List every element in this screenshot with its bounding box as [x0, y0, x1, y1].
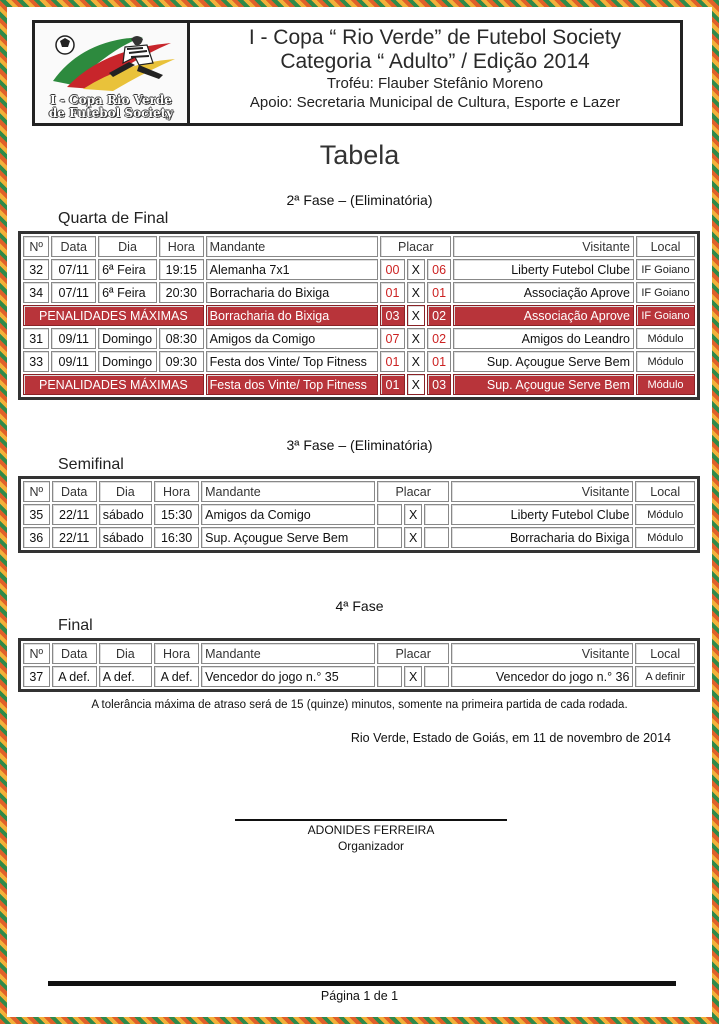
- round-heading: Final: [58, 617, 93, 634]
- home-score: 07: [380, 328, 404, 349]
- away-team: Associação Aprove: [453, 282, 634, 303]
- away-team: Sup. Açougue Serve Bem: [453, 374, 634, 395]
- away-score: 01: [427, 351, 451, 372]
- game-date: A def.: [52, 666, 97, 687]
- games-table: [18, 476, 700, 553]
- home-score: 03: [380, 305, 404, 326]
- home-score: [377, 666, 402, 687]
- col-header-score: Placar: [380, 236, 451, 257]
- game-date: 09/11: [51, 328, 96, 349]
- score-separator: X: [407, 259, 425, 280]
- col-header-day: Dia: [99, 481, 152, 502]
- col-header-time: Hora: [159, 236, 204, 257]
- col-header-venue: Local: [635, 643, 695, 664]
- table-header-row: [23, 481, 695, 502]
- game-day: sábado: [99, 504, 152, 525]
- col-header-date: Data: [52, 481, 97, 502]
- game-day: Domingo: [98, 351, 157, 372]
- col-header-num: Nº: [23, 481, 50, 502]
- tolerance-note: A tolerância máxima de atraso será de 15 (quinze) minutos, somente na primeira partida de cada rodada.: [91, 699, 628, 711]
- away-team: Borracharia do Bixiga: [451, 527, 633, 548]
- logo: [35, 23, 190, 123]
- away-team: Associação Aprove: [453, 305, 634, 326]
- col-header-day: Dia: [99, 643, 152, 664]
- venue: IF Goiano: [636, 259, 695, 280]
- table-row: [23, 259, 695, 280]
- col-header-venue: Local: [635, 481, 695, 502]
- page-title: Tabela: [319, 140, 400, 170]
- col-header-day: Dia: [98, 236, 157, 257]
- logo-text-line1: I - Copa Rio Verde: [50, 93, 172, 107]
- phase-heading: 4ª Fase: [335, 598, 384, 614]
- home-score: 01: [380, 282, 404, 303]
- penalty-label: PENALIDADES MÁXIMAS: [23, 305, 204, 326]
- col-header-num: Nº: [23, 236, 49, 257]
- home-score: [377, 504, 402, 525]
- away-score: [424, 504, 449, 525]
- col-header-home: Mandante: [201, 481, 375, 502]
- table-row: [23, 282, 695, 303]
- game-day: Domingo: [98, 328, 157, 349]
- col-header-home: Mandante: [201, 643, 375, 664]
- score-separator: X: [407, 282, 425, 303]
- home-score: 01: [380, 351, 404, 372]
- game-number: 36: [23, 527, 50, 548]
- page-number: Página 1 de 1: [320, 989, 399, 1003]
- game-date: 07/11: [51, 259, 96, 280]
- game-time: 08:30: [159, 328, 204, 349]
- signature-name: ADONIDES FERREIRA: [307, 823, 435, 837]
- score-separator: X: [404, 504, 422, 525]
- game-number: 34: [23, 282, 49, 303]
- venue: Módulo: [636, 374, 695, 395]
- home-team: Festa dos Vinte/ Top Fitness: [206, 351, 379, 372]
- game-day: A def.: [99, 666, 152, 687]
- col-header-away: Visitante: [453, 236, 634, 257]
- col-header-num: Nº: [23, 643, 50, 664]
- table-header-row: [23, 643, 695, 664]
- away-score: 06: [427, 259, 451, 280]
- col-header-score: Placar: [377, 643, 449, 664]
- game-date: 22/11: [52, 504, 97, 525]
- home-team: Amigos da Comigo: [206, 328, 379, 349]
- table-header-row: [23, 236, 695, 257]
- game-number: 32: [23, 259, 49, 280]
- score-separator: X: [407, 305, 425, 326]
- away-score: 02: [427, 305, 451, 326]
- logo-text-line2: de Futebol Society: [48, 106, 174, 120]
- venue: A definir: [635, 666, 695, 687]
- game-number: 31: [23, 328, 49, 349]
- game-time: 20:30: [159, 282, 204, 303]
- away-team: Liberty Futebol Clube: [453, 259, 634, 280]
- tournament-title: I - Copa “ Rio Verde” de Futebol Society: [248, 26, 622, 49]
- logo-text: [39, 94, 183, 120]
- game-number: 33: [23, 351, 49, 372]
- home-score: [377, 527, 402, 548]
- game-day: sábado: [99, 527, 152, 548]
- home-team: Borracharia do Bixiga: [206, 305, 379, 326]
- signature-role: Organizador: [337, 839, 405, 853]
- col-header-away: Visitante: [451, 643, 633, 664]
- game-number: 35: [23, 504, 50, 525]
- phase-heading: 2ª Fase – (Eliminatória): [286, 192, 433, 208]
- table-row: [23, 527, 695, 548]
- col-header-venue: Local: [636, 236, 695, 257]
- home-team: Festa dos Vinte/ Top Fitness: [206, 374, 379, 395]
- game-time: 19:15: [159, 259, 204, 280]
- score-separator: X: [407, 351, 425, 372]
- footer-divider: [48, 981, 676, 986]
- col-header-score: Placar: [377, 481, 449, 502]
- away-team: Liberty Futebol Clube: [451, 504, 633, 525]
- away-score: [424, 527, 449, 548]
- dateline: Rio Verde, Estado de Goiás, em 11 de novembro de 2014: [350, 731, 671, 745]
- table-row: [23, 351, 695, 372]
- away-score: [424, 666, 449, 687]
- col-header-date: Data: [51, 236, 96, 257]
- venue: Módulo: [635, 527, 695, 548]
- table-row: [23, 666, 695, 687]
- phase-heading: 3ª Fase – (Eliminatória): [286, 437, 433, 453]
- game-time: 16:30: [154, 527, 199, 548]
- home-score: 00: [380, 259, 404, 280]
- trophy-line: Troféu: Flauber Stefânio Moreno: [326, 75, 544, 92]
- games-table: [18, 231, 700, 400]
- away-team: Amigos do Leandro: [453, 328, 634, 349]
- penalty-label: PENALIDADES MÁXIMAS: [23, 374, 204, 395]
- away-team: Sup. Açougue Serve Bem: [453, 351, 634, 372]
- game-time: 15:30: [154, 504, 199, 525]
- game-day: 6ª Feira: [98, 259, 157, 280]
- game-day: 6ª Feira: [98, 282, 157, 303]
- table-row: [23, 504, 695, 525]
- venue: Módulo: [636, 328, 695, 349]
- score-separator: X: [404, 666, 422, 687]
- logo-soccer-player-icon: [43, 29, 181, 95]
- score-separator: X: [407, 328, 425, 349]
- signature-line: [235, 819, 507, 821]
- category-title: Categoria “ Adulto” / Edição 2014: [280, 50, 590, 73]
- col-header-time: Hora: [154, 481, 199, 502]
- game-number: 37: [23, 666, 50, 687]
- round-heading: Semifinal: [58, 456, 124, 473]
- venue: Módulo: [636, 351, 695, 372]
- penalty-row: [23, 305, 695, 326]
- col-header-time: Hora: [154, 643, 199, 664]
- game-time: 09:30: [159, 351, 204, 372]
- col-header-date: Data: [52, 643, 97, 664]
- games-table: [18, 638, 700, 692]
- home-score: 01: [380, 374, 404, 395]
- score-separator: X: [407, 374, 425, 395]
- header: [32, 20, 683, 126]
- home-team: Alemanha 7x1: [206, 259, 379, 280]
- away-score: 02: [427, 328, 451, 349]
- round-heading: Quarta de Final: [58, 210, 169, 227]
- home-team: Amigos da Comigo: [201, 504, 375, 525]
- header-text: [190, 23, 680, 123]
- venue: IF Goiano: [636, 282, 695, 303]
- home-team: Sup. Açougue Serve Bem: [201, 527, 375, 548]
- col-header-away: Visitante: [451, 481, 633, 502]
- away-score: 03: [427, 374, 451, 395]
- game-date: 07/11: [51, 282, 96, 303]
- away-team: Vencedor do jogo n.° 36: [451, 666, 633, 687]
- home-team: Vencedor do jogo n.° 35: [201, 666, 375, 687]
- support-line: Apoio: Secretaria Municipal de Cultura, Esporte e Lazer: [249, 94, 621, 111]
- game-date: 09/11: [51, 351, 96, 372]
- venue: Módulo: [635, 504, 695, 525]
- game-time: A def.: [154, 666, 199, 687]
- table-row: [23, 328, 695, 349]
- away-score: 01: [427, 282, 451, 303]
- score-separator: X: [404, 527, 422, 548]
- venue: IF Goiano: [636, 305, 695, 326]
- penalty-row: [23, 374, 695, 395]
- home-team: Borracharia do Bixiga: [206, 282, 379, 303]
- col-header-home: Mandante: [206, 236, 379, 257]
- game-date: 22/11: [52, 527, 97, 548]
